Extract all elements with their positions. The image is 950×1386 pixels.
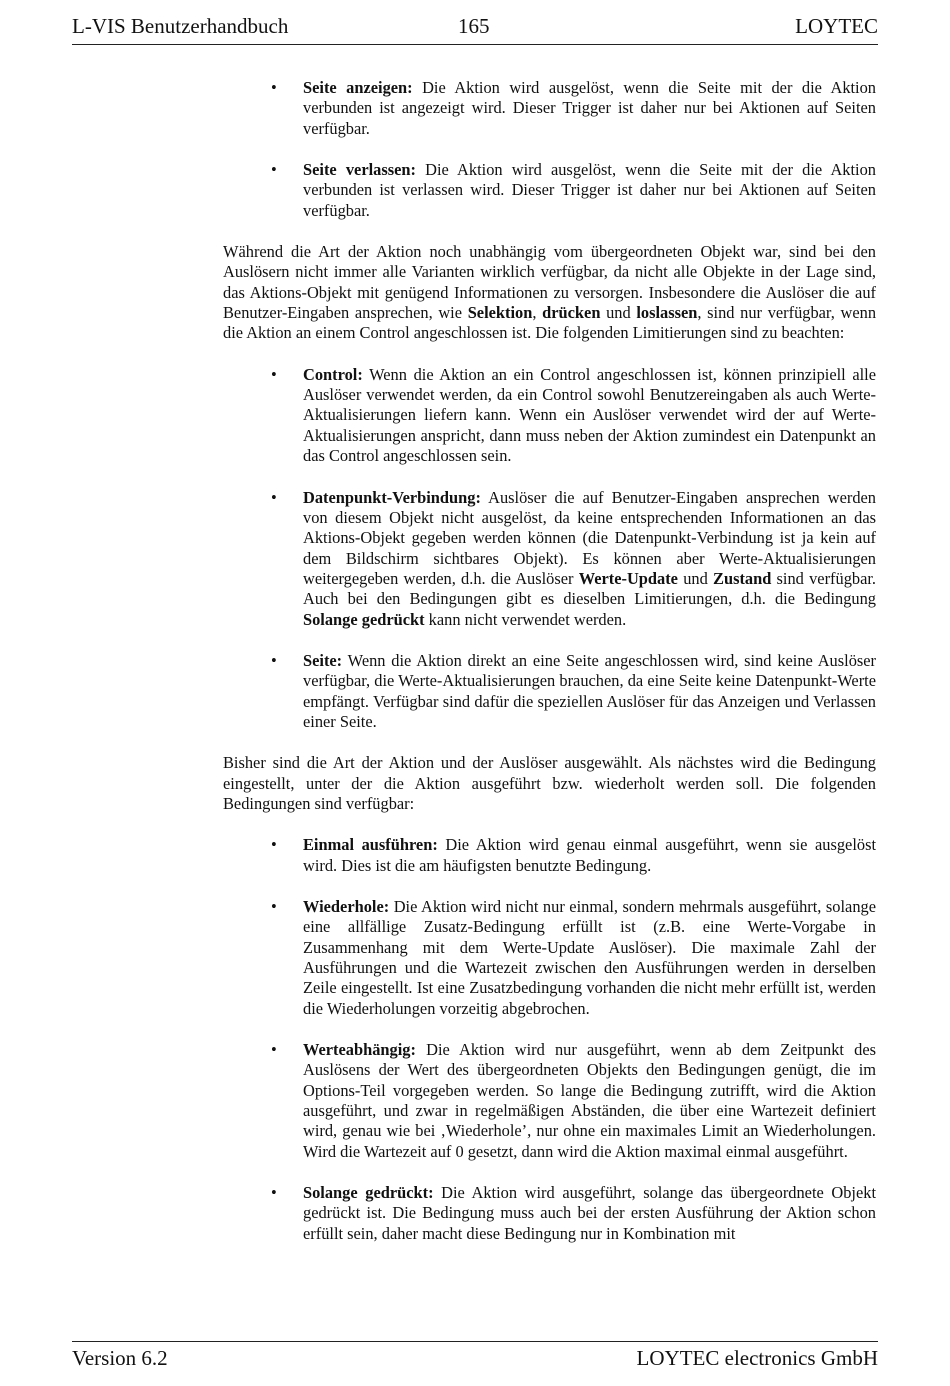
item-text: Die Aktion wird ausgelöst, wenn die Seite mit der die Aktion verbunden ist verlassen wird. Dieser Trigger ist daher nur bei Aktionen auf Seiten verfügbar. xyxy=(303,160,876,220)
bullet: • xyxy=(271,364,277,384)
list-item xyxy=(223,365,876,467)
bullet: • xyxy=(271,1183,277,1203)
term: Seite verlassen: xyxy=(303,160,416,180)
header-document-title: L-VIS Benutzerhandbuch xyxy=(72,14,289,38)
bullet: • xyxy=(271,650,277,670)
footer-company: LOYTEC electronics GmbH xyxy=(636,1346,878,1370)
term: Wiederhole: xyxy=(303,897,390,916)
header-rule xyxy=(72,44,878,45)
list-item xyxy=(223,651,876,732)
term: Seite anzeigen: xyxy=(303,78,413,97)
term: Seite: xyxy=(303,650,343,670)
list-item xyxy=(223,1040,876,1162)
item-text: Die Aktion wird nur ausgeführt, wenn ab dem Zeitpunkt des Auslösens der Wert des übergeordneten Objekts den Bedingungen genügt, die im Options-Teil vorgegeben werden. So lange die Bedingung zutrifft, wird die Aktion ausgeführt, und zwar in regelmäßigen Abständen, die über eine Wartezeit definiert wird, genau wie bei ‚Wiederhole’, nur ohne ein maximales Limit an Wiederholungen. Wird die Wartezeit auf 0 gesetzt, dann wird die Aktion maximal einmal ausgeführt. xyxy=(303,1040,876,1161)
item-text: Die Aktion wird ausgeführt, solange das übergeordnete Objekt gedrückt ist. Die Bedingung muss auch bei der ersten Ausführung der Aktion schon erfüllt sein, daher macht diese Bedingung nur in Kombination mit xyxy=(303,1183,876,1243)
paragraph-conditions-intro: Bisher sind die Art der Aktion und der Auslöser ausgewählt. Als nächstes wird die Bedingung eingestellt, unter der die Aktion ausgeführt bzw. wiederholt werden soll. Die folgenden Bedingungen sind verfügbar: xyxy=(223,753,876,813)
paragraph-trigger-limits: Während die Art der Aktion noch unabhängig vom übergeordneten Objekt war, sind bei den Auslösern nicht immer alle Varianten wirklich verfügbar, da nicht alle Objekte in der Lage sind, das Aktions-Objekt mit genügend Informationen zu versorgen. Insbesondere die Auslöser die auf Benutzer-Eingaben ansprechen, wie Selektion, drücken und loslassen, sind nur verfügbar, wenn die Aktion an einem Control angeschlossen ist. Die folgenden Limitierungen sind zu beachten: xyxy=(223,242,877,343)
term: Control: xyxy=(303,364,363,384)
keyword: Werte-Update xyxy=(578,568,678,588)
header-company: LOYTEC xyxy=(795,14,878,38)
term: Werteabhängig: xyxy=(303,1040,416,1060)
bullet: • xyxy=(271,1040,277,1060)
bullet: • xyxy=(271,835,277,855)
item-text: Die Aktion wird nicht nur einmal, sondern mehrmals ausgeführt, solange eine allfällige Zusatz-Bedingung erfüllt ist (z.B. eine Werte-Vorgabe in Zusammenhang mit dem Werte-Update Auslöser). Die maximale Zahl der Ausführungen und die Wartezeit zwischen den Ausführungen werden in derselben Zeile eingestellt. Ist eine Zusatzbedingung vorhanden die nicht mehr erfüllt ist, werden die Wiederholungen vorzeitig abgebrochen. xyxy=(303,897,876,1018)
list-item xyxy=(223,78,876,139)
bullet: • xyxy=(271,897,277,916)
list-item xyxy=(223,160,876,221)
condition-list xyxy=(223,835,876,1244)
keyword: Zustand xyxy=(713,568,772,588)
item-text: Die Aktion wird genau einmal ausgeführt, wenn sie ausgelöst wird. Dies ist die am häufigsten benutzte Bedingung. xyxy=(303,835,876,875)
footer-version: Version 6.2 xyxy=(72,1346,168,1370)
footer-rule xyxy=(72,1341,878,1342)
keyword: Solange gedrückt xyxy=(303,609,425,629)
keyword: Selektion xyxy=(467,303,533,323)
item-text: Wenn die Aktion an ein Control angeschlossen ist, können prinzipiell alle Auslöser verwendet werden, da ein Control sowohl Benutzereingaben als auch Werte-Aktualisierungen liefern kann. Wenn ein Auslöser verwendet wird der auf Werte-Aktualisierungen anspricht, dann muss neben der Aktion zumindest ein Datenpunkt an das Control angeschlossen sein. xyxy=(303,364,876,466)
term: Datenpunkt-Verbindung: xyxy=(303,487,481,507)
keyword: drücken xyxy=(542,303,601,323)
keyword: loslassen xyxy=(636,303,698,323)
page-header xyxy=(72,14,878,44)
header-page-number: 165 xyxy=(458,14,490,38)
bullet: • xyxy=(271,487,277,507)
bullet: • xyxy=(271,78,277,97)
list-item xyxy=(223,835,876,876)
trigger-list xyxy=(223,78,876,221)
list-item: • Datenpunkt-Verbindung: Auslöser die auf Benutzer-Eingaben ansprechen werden von diesem Objekt nicht ausgelöst, da keine entsprechenden Informationen an das Aktions-Objekt gegeben werden können (die Datenpunkt-Verbindung ist ja kein auf dem Bildschirm sichtbares Objekt). Es können aber Werte-Aktualisierungen weitergegeben werden, d.h. die Auslöser Werte-Update und Zustand sind verfügbar. Auch bei den Bedingungen gibt es dieselben Limitierungen, d.h. die Bedingung Solange gedrückt kann nicht verwendet werden. xyxy=(271,487,877,629)
item-text: Wenn die Aktion direkt an eine Seite angeschlossen wird, sind keine Auslöser verfügbar, die Werte-Aktualisierungen brauchen, da eine Seite keine Datenpunkt-Werte empfängt. Verfügbar sind dafür die speziellen Auslöser für das Anzeigen und Verlassen einer Seite. xyxy=(303,650,876,731)
item-text: Die Aktion wird ausgelöst, wenn die Seite mit der die Aktion verbunden ist angezeigt wird. Dieser Trigger ist daher nur bei Aktionen auf Seiten verfügbar. xyxy=(303,78,877,138)
page-body xyxy=(223,78,876,1265)
bullet: • xyxy=(271,160,277,180)
term: Einmal ausführen: xyxy=(303,835,438,855)
limitation-list xyxy=(223,365,876,733)
term: Solange gedrückt: xyxy=(303,1183,434,1203)
list-item xyxy=(223,1183,876,1244)
list-item xyxy=(223,897,876,1019)
